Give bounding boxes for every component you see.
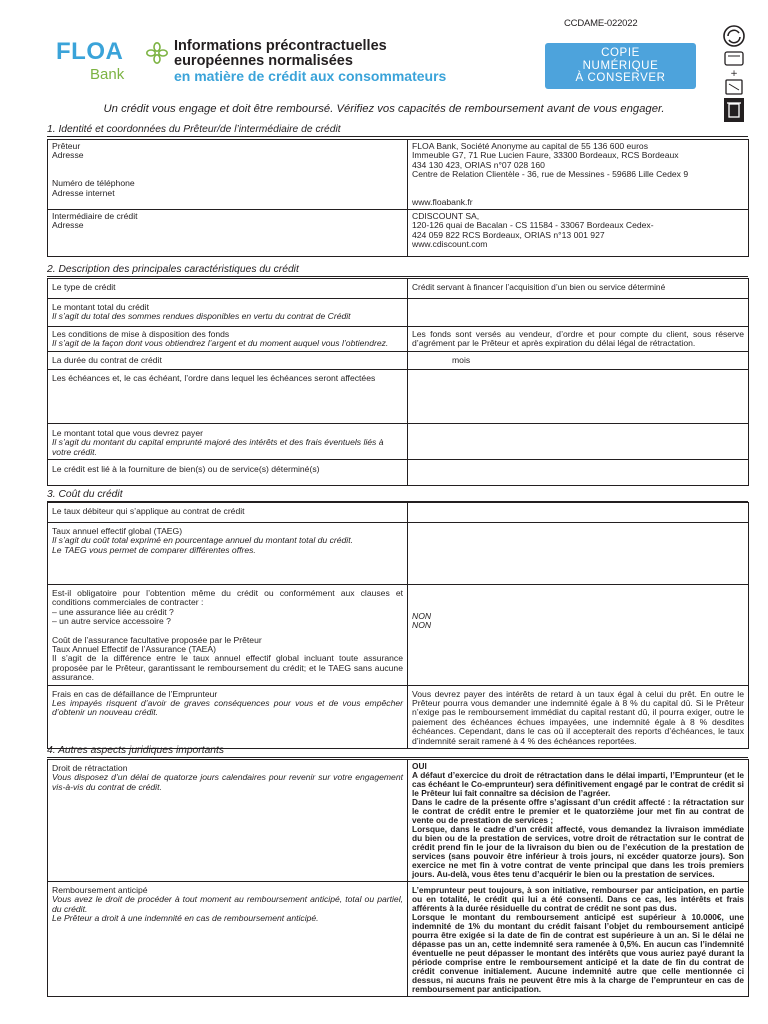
value-adresse-2: 434 130 423, ORIAS n°07 028 160: [412, 159, 545, 170]
section-1-rule: [47, 136, 748, 137]
label-remboursement: Remboursement anticipé: [52, 885, 148, 895]
value-service-accessoire: NON: [412, 620, 432, 631]
note-montant-total: Il s’agit du total des sommes rendues disponibles en vertu du contrat de Crédit: [52, 311, 351, 322]
label-retractation: Droit de rétractation: [52, 763, 128, 773]
note-taeg-1: Il s’agit du coût total exprimé en pourcentage annuel du montant total du crédit.: [52, 535, 353, 546]
reference-code: CCDAME-022022: [564, 18, 638, 29]
section-2-table: [47, 278, 749, 486]
value-frais-defaillance: Vous devrez payer des intérêts de retard à un taux égal à celui du prêt. En outre le Prêteur pourra vous demander une indemnité égale à 8 % du capital dû. Si le Prêteur n’exige pas le remboursement immédiat du capital restant dû, il pourra exiger, outre le paiement des échéances échues impayées, une indemnité égale à 8 % desdites échéances. Cependant, dans le cas où il accepterait des reports d’échéances, le taux d’indemnité serait ramené à 4 % des échéances reportées.: [408, 685, 749, 748]
label-preteur: Prêteur: [52, 141, 81, 151]
intermediaire-labels: [48, 210, 408, 257]
table-row: [48, 351, 749, 369]
value-preteur: FLOA Bank, Société Anonyme au capital de 55 136 600 euros: [412, 141, 649, 151]
copie-numerique-badge: [545, 43, 696, 89]
value-montant-total: [408, 299, 749, 327]
label-frais-defaillance: Frais en cas de défaillance de l’Emprunteur: [52, 688, 218, 699]
table-row: [48, 585, 749, 686]
value-intermediaire-website[interactable]: www.cdiscount.com: [412, 239, 488, 250]
note-taeg-2: Le TAEG vous permet de comparer différentes offres.: [52, 544, 256, 555]
note-total-payer: Il s’agit du montant du capital emprunté majoré des intérêts et des frais éventuels liés à votre crédit.: [52, 437, 384, 457]
value-remboursement-2: Lorsque le montant du remboursement anticipé est supérieur à 10.000€, une indemnité de 1% du montant du crédit faisant l’objet du remboursement anticipé pourra être exigée si la date de fin de contrat est supérieure à un an. Si le délai ne dépasse pas un an, cette indemnité sera ramenée à 0,5%. En aucun cas l’indemnité éventuelle ne peut dépasser le montant des intérêts que vous auriez payé durant la période comprise entre le remboursement anticipé et la date de fin du contrat de crédit convenue initialement. Aucune indemnité autre que celle mentionnée ci dessus, ni aucuns frais ne peuvent être mis à la charge de l’emprunteur en cas de remboursement par anticipation.: [412, 912, 744, 994]
logo-floa-text: FLOA: [56, 38, 124, 65]
value-remboursement-1: L’emprunteur peut toujours, à son initiative, rembourser par anticipation, en partie ou en totalité, le crédit qui lui a été consenti. Dans ce cas, les intérêts et frais afférents à la durée résiduelle du contrat de crédit ne sont pas dus.: [412, 885, 744, 913]
copie-line-3: À CONSERVER: [575, 72, 666, 84]
value-retractation-1: A défaut d’exercice du droit de rétractation dans le délai imparti, l’Emprunteur (et le cas échéant le Co-emprunteur) sera définitivement engagé par le contrat de crédit si le Prêteur lui fait connaître sa décision de l’agréer.: [412, 770, 744, 798]
label-obligation: Est-il obligatoire pour l’obtention même du crédit ou conformément aux clauses et conditions commerciales de contracter :: [52, 588, 403, 608]
section-3-table: [47, 502, 749, 749]
taeg-cell: [48, 523, 408, 585]
value-retractation-oui: OUI: [412, 761, 427, 771]
value-retractation-3: Lorsque, dans le cadre d’un crédit affecté, vous demandez la livraison immédiate du bien ou de la prestation de services, votre droit de rétractation sur le contrat de crédit prend fin le jour de la livraison du bien ou de l’exécution de la prestation de services (sans pouvoir être inférieur à trois jours, ni excéder quatorze jours). Son exercice ne met fin à votre contrat de vente principal que dans les trois premiers jours. Au-delà, vous êtes tenu d’acquérir le bien ou la prestation de services.: [412, 824, 744, 879]
warning-subtitle: Un crédit vous engage et doit être remboursé. Vérifiez vos capacités de remboursement avant de vous engager.: [103, 103, 665, 115]
label-type-credit: Le type de crédit: [48, 279, 408, 299]
table-row: [48, 299, 749, 327]
remboursement-cell: [48, 882, 408, 997]
remboursement-values: [408, 882, 749, 997]
intermediaire-values: [408, 210, 749, 257]
label-taeg: Taux annuel effectif global (TAEG): [52, 526, 183, 536]
table-row: [48, 760, 749, 882]
assurance-cell: [48, 585, 408, 686]
item-service-accessoire: – un autre service accessoire ?: [52, 616, 171, 627]
montant-total-cell: [48, 299, 408, 327]
assurance-values: [408, 585, 749, 686]
value-assurance-liee: NON: [412, 611, 432, 621]
value-type-credit: Crédit servant à financer l’acquisition d’un bien ou service déterminé: [408, 279, 749, 299]
table-row: [48, 523, 749, 585]
item-assurance-liee: – une assurance liée au crédit ?: [52, 606, 174, 617]
section-1-table: [47, 139, 749, 257]
label-adresse: Adresse: [52, 150, 84, 161]
note-remboursement-1: Vous avez le droit de procéder à tout moment au remboursement anticipé, total ou partiel, du crédit.: [52, 894, 403, 914]
table-row: [48, 460, 749, 486]
value-credit-lie: [408, 460, 749, 486]
note-frais-defaillance: Les impayés risquent d’avoir de graves conséquences pour vous et de vous empêcher d’obtenir un nouveau crédit.: [52, 698, 403, 718]
value-relation-clientele: Centre de Relation Clientèle - 36, rue de Messines - 59686 Lille Cedex 9: [412, 169, 689, 180]
table-row: [48, 327, 749, 352]
preteur-values: [408, 140, 749, 210]
copie-line-2: NUMÉRIQUE: [582, 59, 659, 72]
section-4-rule: [47, 757, 748, 758]
label-total-payer: Le montant total que vous devrez payer: [52, 427, 203, 438]
title-line-1: Informations précontractuelles: [174, 38, 387, 54]
section-1-title: 1. Identité et coordonnées du Prêteur/de l’intermédiaire de crédit: [47, 124, 341, 135]
logo-bank-text: Bank: [90, 66, 125, 83]
label-cout-assurance: Coût de l’assurance facultative proposée par le Prêteur: [52, 634, 262, 645]
frais-defaillance-cell: [48, 685, 408, 748]
total-payer-cell: [48, 423, 408, 459]
section-2-rule: [47, 276, 748, 277]
floa-bank-logo: [56, 40, 174, 90]
table-row: [48, 685, 749, 748]
label-taea: Taux Annuel Effectif de l’Assurance (TAEA): [52, 644, 216, 655]
table-row: [48, 369, 749, 423]
label-taux-debiteur: Le taux débiteur qui s’applique au contrat de crédit: [48, 503, 408, 523]
value-adresse-1: Immeuble G7, 71 Rue Lucien Faure, 33300 Bordeaux, RCS Bordeaux: [412, 150, 679, 161]
value-intermediaire-rcs: 424 059 822 RCS Bordeaux, ORIAS n°13 001 927: [412, 229, 605, 240]
copie-line-1: COPIE: [601, 47, 640, 59]
section-2-title: 2. Description des principales caractéristiques du crédit: [47, 264, 299, 275]
note-retractation: Vous disposez d’un délai de quatorze jours calendaires pour revenir sur votre engagement vis-à-vis du contrat de crédit.: [52, 772, 403, 792]
value-taux-debiteur: [408, 503, 749, 523]
conditions-cell: [48, 327, 408, 352]
table-row: [48, 423, 749, 459]
preteur-labels: [48, 140, 408, 210]
label-adresse-intermediaire: Adresse: [52, 220, 84, 231]
label-internet: Adresse internet: [52, 187, 115, 198]
title-line-2: européennes normalisées: [174, 53, 353, 69]
table-row: [48, 210, 749, 257]
value-echeances: [408, 369, 749, 423]
label-montant-total: Le montant total du crédit: [52, 302, 149, 312]
label-echeances: Les échéances et, le cas échéant, l’ordre dans lequel les échéances seront affectées: [48, 369, 408, 423]
label-telephone: Numéro de téléphone: [52, 178, 135, 189]
label-intermediaire: Intermédiaire de crédit: [52, 211, 138, 222]
note-remboursement-2: Le Prêteur a droit à une indemnité en cas de remboursement anticipé.: [52, 913, 319, 924]
value-duree: mois: [408, 351, 749, 369]
value-intermediaire-adresse: 120-126 quai de Bacalan - CS 11584 - 33067 Bordeaux Cedex-: [412, 220, 654, 231]
section-4-title: 4. Autres aspects juridiques importants: [47, 745, 225, 756]
label-duree: La durée du contrat de crédit: [48, 351, 408, 369]
value-total-payer: [408, 423, 749, 459]
value-intermediaire: CDISCOUNT SA,: [412, 211, 480, 222]
table-row: [48, 882, 749, 997]
document-title: [174, 39, 534, 84]
value-retractation-2: Dans le cadre de la présente offre s’agissant d’un crédit affecté : la rétractation sur le contrat de crédit entre le premier et le quatorzième jour met fin au contrat de vente ou de prestation de services ;: [412, 797, 744, 825]
table-row: [48, 279, 749, 299]
value-conditions: Les fonds sont versés au vendeur, d’ordre et pour compte du client, sous réserve d’agrément par le Prêteur et après expiration du délai légal de rétractation.: [408, 327, 749, 352]
label-conditions: Les conditions de mise à disposition des fonds: [52, 329, 230, 339]
value-taeg: [408, 523, 749, 585]
note-conditions: Il s’agit de la façon dont vous obtiendrez l’argent et du moment auquel vous l’obtiendrez.: [52, 338, 389, 349]
table-row: [48, 503, 749, 523]
retractation-values: [408, 760, 749, 882]
flower-icon: [146, 42, 168, 64]
title-line-3: en matière de crédit aux consommateurs: [174, 68, 447, 84]
retractation-cell: [48, 760, 408, 882]
section-4-table: [47, 759, 749, 997]
table-row: [48, 140, 749, 210]
label-credit-lie: Le crédit est lié à la fourniture de bien(s) ou de service(s) déterminé(s): [48, 460, 408, 486]
section-3-title: 3. Coût du crédit: [47, 489, 123, 500]
note-taea: Il s’agit de la différence entre le taux annuel effectif global incluant toute assurance proposée par le Prêteur, garantissant le remboursement du crédit; et le TAEG sans aucune assurance.: [52, 653, 403, 683]
svg-text:+: +: [730, 69, 738, 79]
value-website[interactable]: www.floabank.fr: [412, 196, 473, 207]
